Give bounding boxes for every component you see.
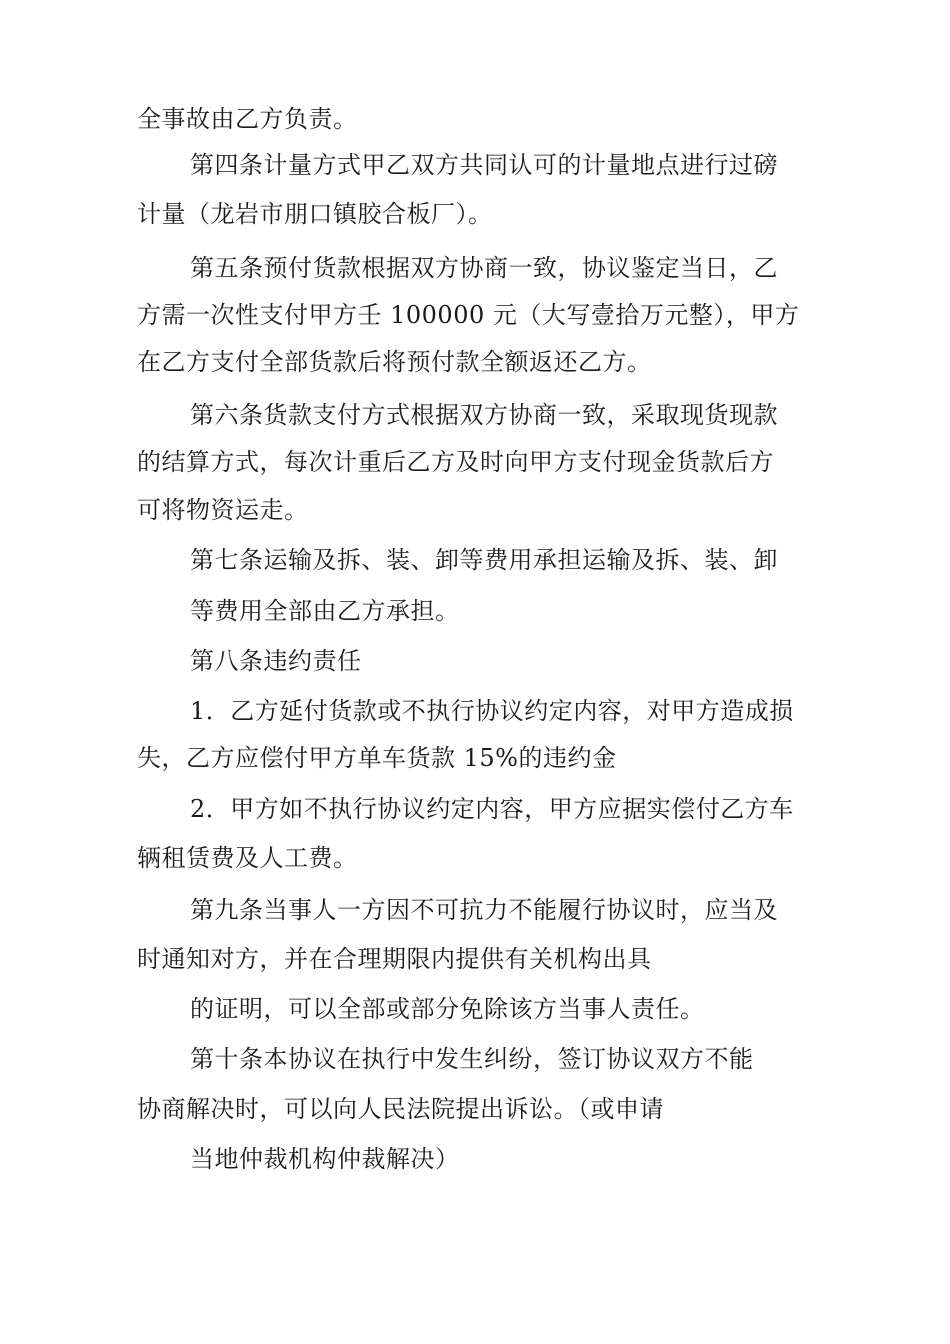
text-line: 第五条预付货款根据双方协商一致，协议鉴定当日，乙 bbox=[190, 254, 778, 282]
text-line: 失，乙方应偿付甲方单车货款 15%的违约金 bbox=[137, 744, 617, 772]
text-line: 辆租赁费及人工费。 bbox=[137, 844, 358, 872]
text-line: 可将物资运走。 bbox=[137, 496, 309, 524]
text-line: 第九条当事人一方因不可抗力不能履行协议时，应当及 bbox=[190, 896, 778, 924]
text-line: 第七条运输及拆、装、卸等费用承担运输及拆、装、卸 bbox=[190, 546, 778, 574]
text-line: 当地仲裁机构仲裁解决） bbox=[190, 1145, 460, 1173]
text-line: 1．乙方延付货款或不执行协议约定内容，对甲方造成损 bbox=[190, 697, 794, 725]
text-line: 第六条货款支付方式根据双方协商一致，采取现货现款 bbox=[190, 401, 778, 429]
text-line: 计量（龙岩市朋口镇胶合板厂）。 bbox=[137, 200, 493, 228]
section-heading: 第八条违约责任 bbox=[190, 647, 362, 675]
text-line: 方需一次性支付甲方壬 100000 元（大写壹拾万元整），甲方 bbox=[137, 301, 800, 329]
text-line: 等费用全部由乙方承担。 bbox=[190, 597, 460, 625]
text-line: 协商解决时，可以向人民法院提出诉讼。（或申请 bbox=[137, 1095, 664, 1123]
text-line: 在乙方支付全部货款后将预付款全额返还乙方。 bbox=[137, 348, 652, 376]
text-line: 第十条本协议在执行中发生纠纷，签订协议双方不能 bbox=[190, 1045, 754, 1073]
text-line: 时通知对方，并在合理期限内提供有关机构出具 bbox=[137, 945, 652, 973]
text-line: 第四条计量方式甲乙双方共同认可的计量地点进行过磅 bbox=[190, 151, 778, 179]
text-line: 2．甲方如不执行协议约定内容，甲方应据实偿付乙方车 bbox=[190, 795, 794, 823]
text-line: 的结算方式，每次计重后乙方及时向甲方支付现金货款后方 bbox=[137, 448, 774, 476]
text-line: 的证明，可以全部或部分免除该方当事人责任。 bbox=[190, 995, 705, 1023]
text-line: 全事故由乙方负责。 bbox=[137, 105, 358, 133]
